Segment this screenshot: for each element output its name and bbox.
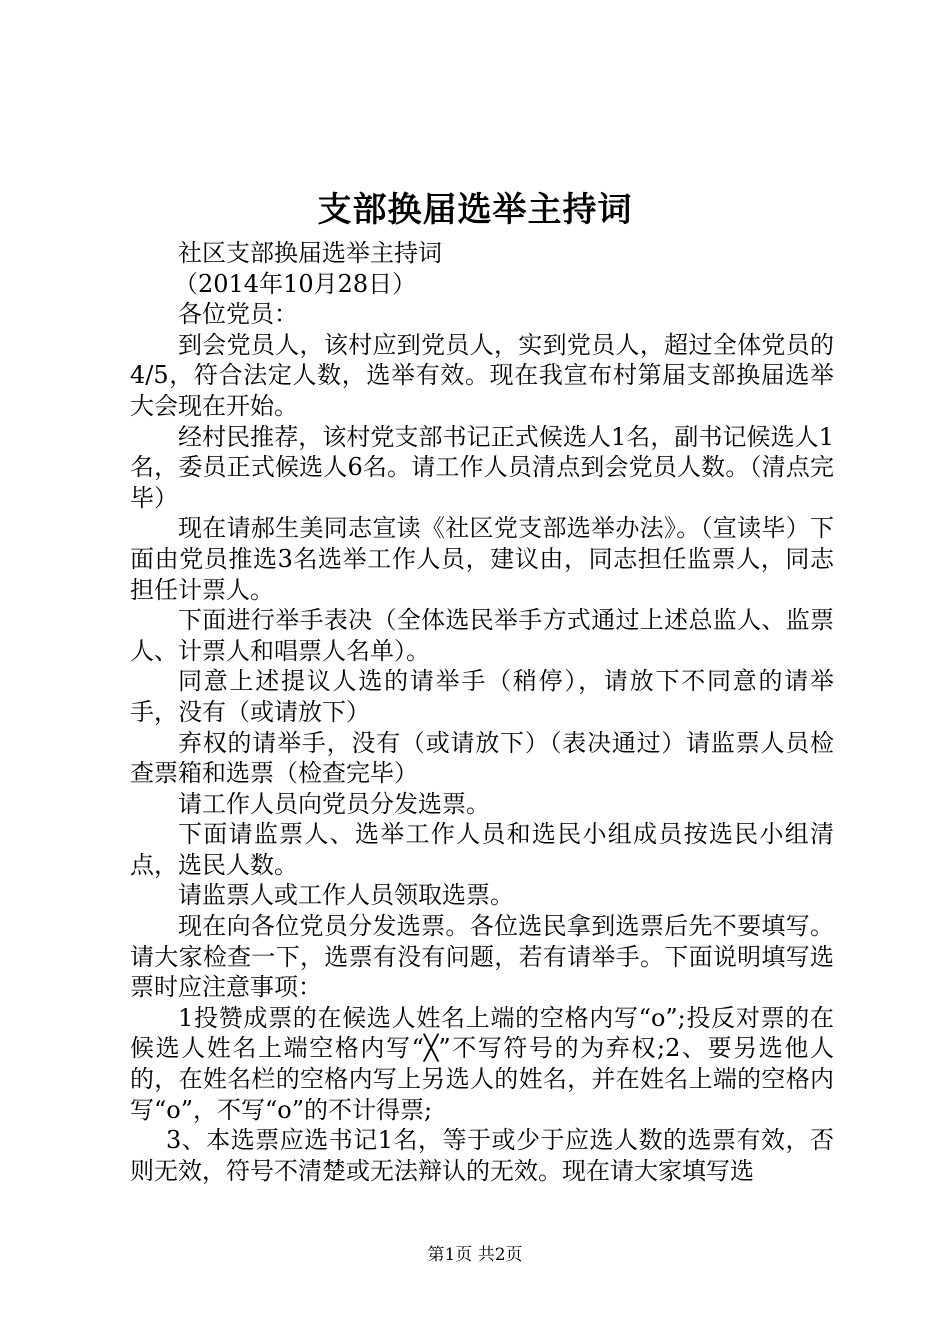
document-title: 支部换届选举主持词 (317, 190, 633, 230)
page-number-footer: 第1页 共2页 (427, 1245, 523, 1265)
paragraph-candidates: 经村民推荐，该村党支部书记正式候选人1名，副书记候选人1名，委员正式候选人6名。请工作人员清点到会党员人数。（清点完毕） (130, 422, 834, 512)
paragraph-election-rules: 现在请郝生美同志宣读《社区党支部选举办法》。（宣读毕）下面由党员推选3名选举工作人员，建议由，同志担任监票人，同志担任计票人。 (130, 514, 834, 604)
document-body (130, 238, 834, 1186)
paragraph-collect-ballots: 请监票人或工作人员领取选票。 (178, 881, 514, 910)
paragraph-marking-rules: 1投赞成票的在候选人姓名上端的空格内写“o”;投反对票的在候选人姓名上端空格内写“╳”不写符号的为弃权;2、要另选他人的，在姓名栏的空格内写上另选人的姓名，并在姓名上端的空格内写“o”，不写“o”的不计得票; (130, 1003, 834, 1124)
paragraph-date: （2014年10月28日） (174, 269, 417, 298)
paragraph-show-of-hands: 下面进行举手表决（全体选民举手方式通过上述总监人、监票人、计票人和唱票人名单）。 (130, 606, 834, 665)
paragraph-ballot-instructions: 现在向各位党员分发选票。各位选民拿到选票后先不要填写。请大家检查一下，选票有没有问题，若有请举手。下面说明填写选票时应注意事项： (130, 912, 834, 1002)
paragraph-salutation: 各位党员： (178, 300, 298, 329)
paragraph-attendance: 到会党员人，该村应到党员人，实到党员人，超过全体党员的4/5，符合法定人数，选举有效。现在我宣布村第届支部换届选举大会现在开始。 (130, 330, 834, 420)
paragraph-subtitle: 社区支部换届选举主持词 (178, 239, 442, 267)
paragraph-abstain-vote: 弃权的请举手，没有（或请放下）（表决通过）请监票人员检查票箱和选票（检查完毕） (130, 728, 834, 788)
paragraph-distribute-ballots: 请工作人员向党员分发选票。 (178, 789, 490, 818)
paragraph-agree-vote: 同意上述提议人选的请举手（稍停），请放下不同意的请举手，没有（或请放下） (130, 667, 834, 726)
paragraph-count-voters: 下面请监票人、选举工作人员和选民小组成员按选民小组清点，选民人数。 (130, 820, 834, 879)
paragraph-validity-rules: 3、本选票应选书记1名，等于或少于应选人数的选票有效，否则无效，符号不清楚或无法辩认的无效。现在请大家填写选 (130, 1126, 834, 1185)
